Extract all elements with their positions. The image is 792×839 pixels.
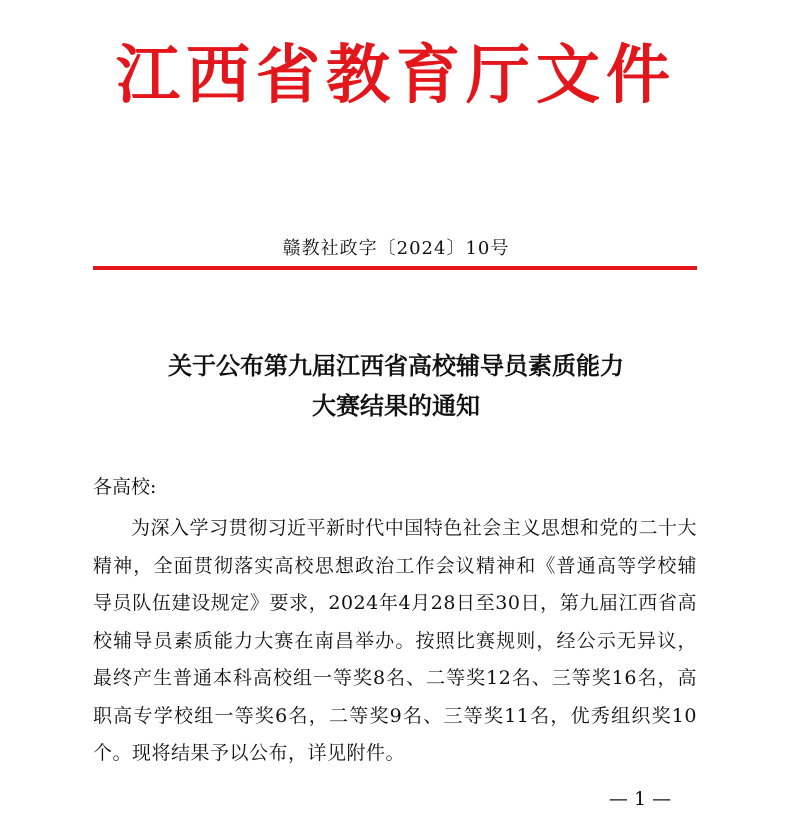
masthead-title: 江西省教育厅文件 — [116, 38, 676, 113]
document-number: 赣教社政字〔2024〕10号 — [282, 238, 510, 259]
notice-title — [0, 346, 792, 426]
notice-title-line-2: 大赛结果的通知 — [312, 392, 480, 420]
salutation: 各高校: — [93, 476, 157, 498]
body-paragraph: 为深入学习贯彻习近平新时代中国特色社会主义思想和党的二十大精神，全面贯彻落实高校思想政治工作会议精神和《普通高等学校辅导员队伍建设规定》要求，2024年4月28日至30日，第九届江西省高校辅导员素质能力大赛在南昌举办。按照比赛规则，经公示无异议，最终产生普通本科高校组一等奖8名、二等奖12名、三等奖16名，高职高专学校组一等奖6名，二等奖9名、三等奖11名，优秀组织奖10个。现将结果予以公布，详见附件。 — [93, 517, 697, 764]
red-divider-rule — [93, 266, 697, 270]
notice-title-line-1: 关于公布第九届江西省高校辅导员素质能力 — [168, 352, 624, 380]
page-number: — 1 — — [608, 788, 672, 810]
